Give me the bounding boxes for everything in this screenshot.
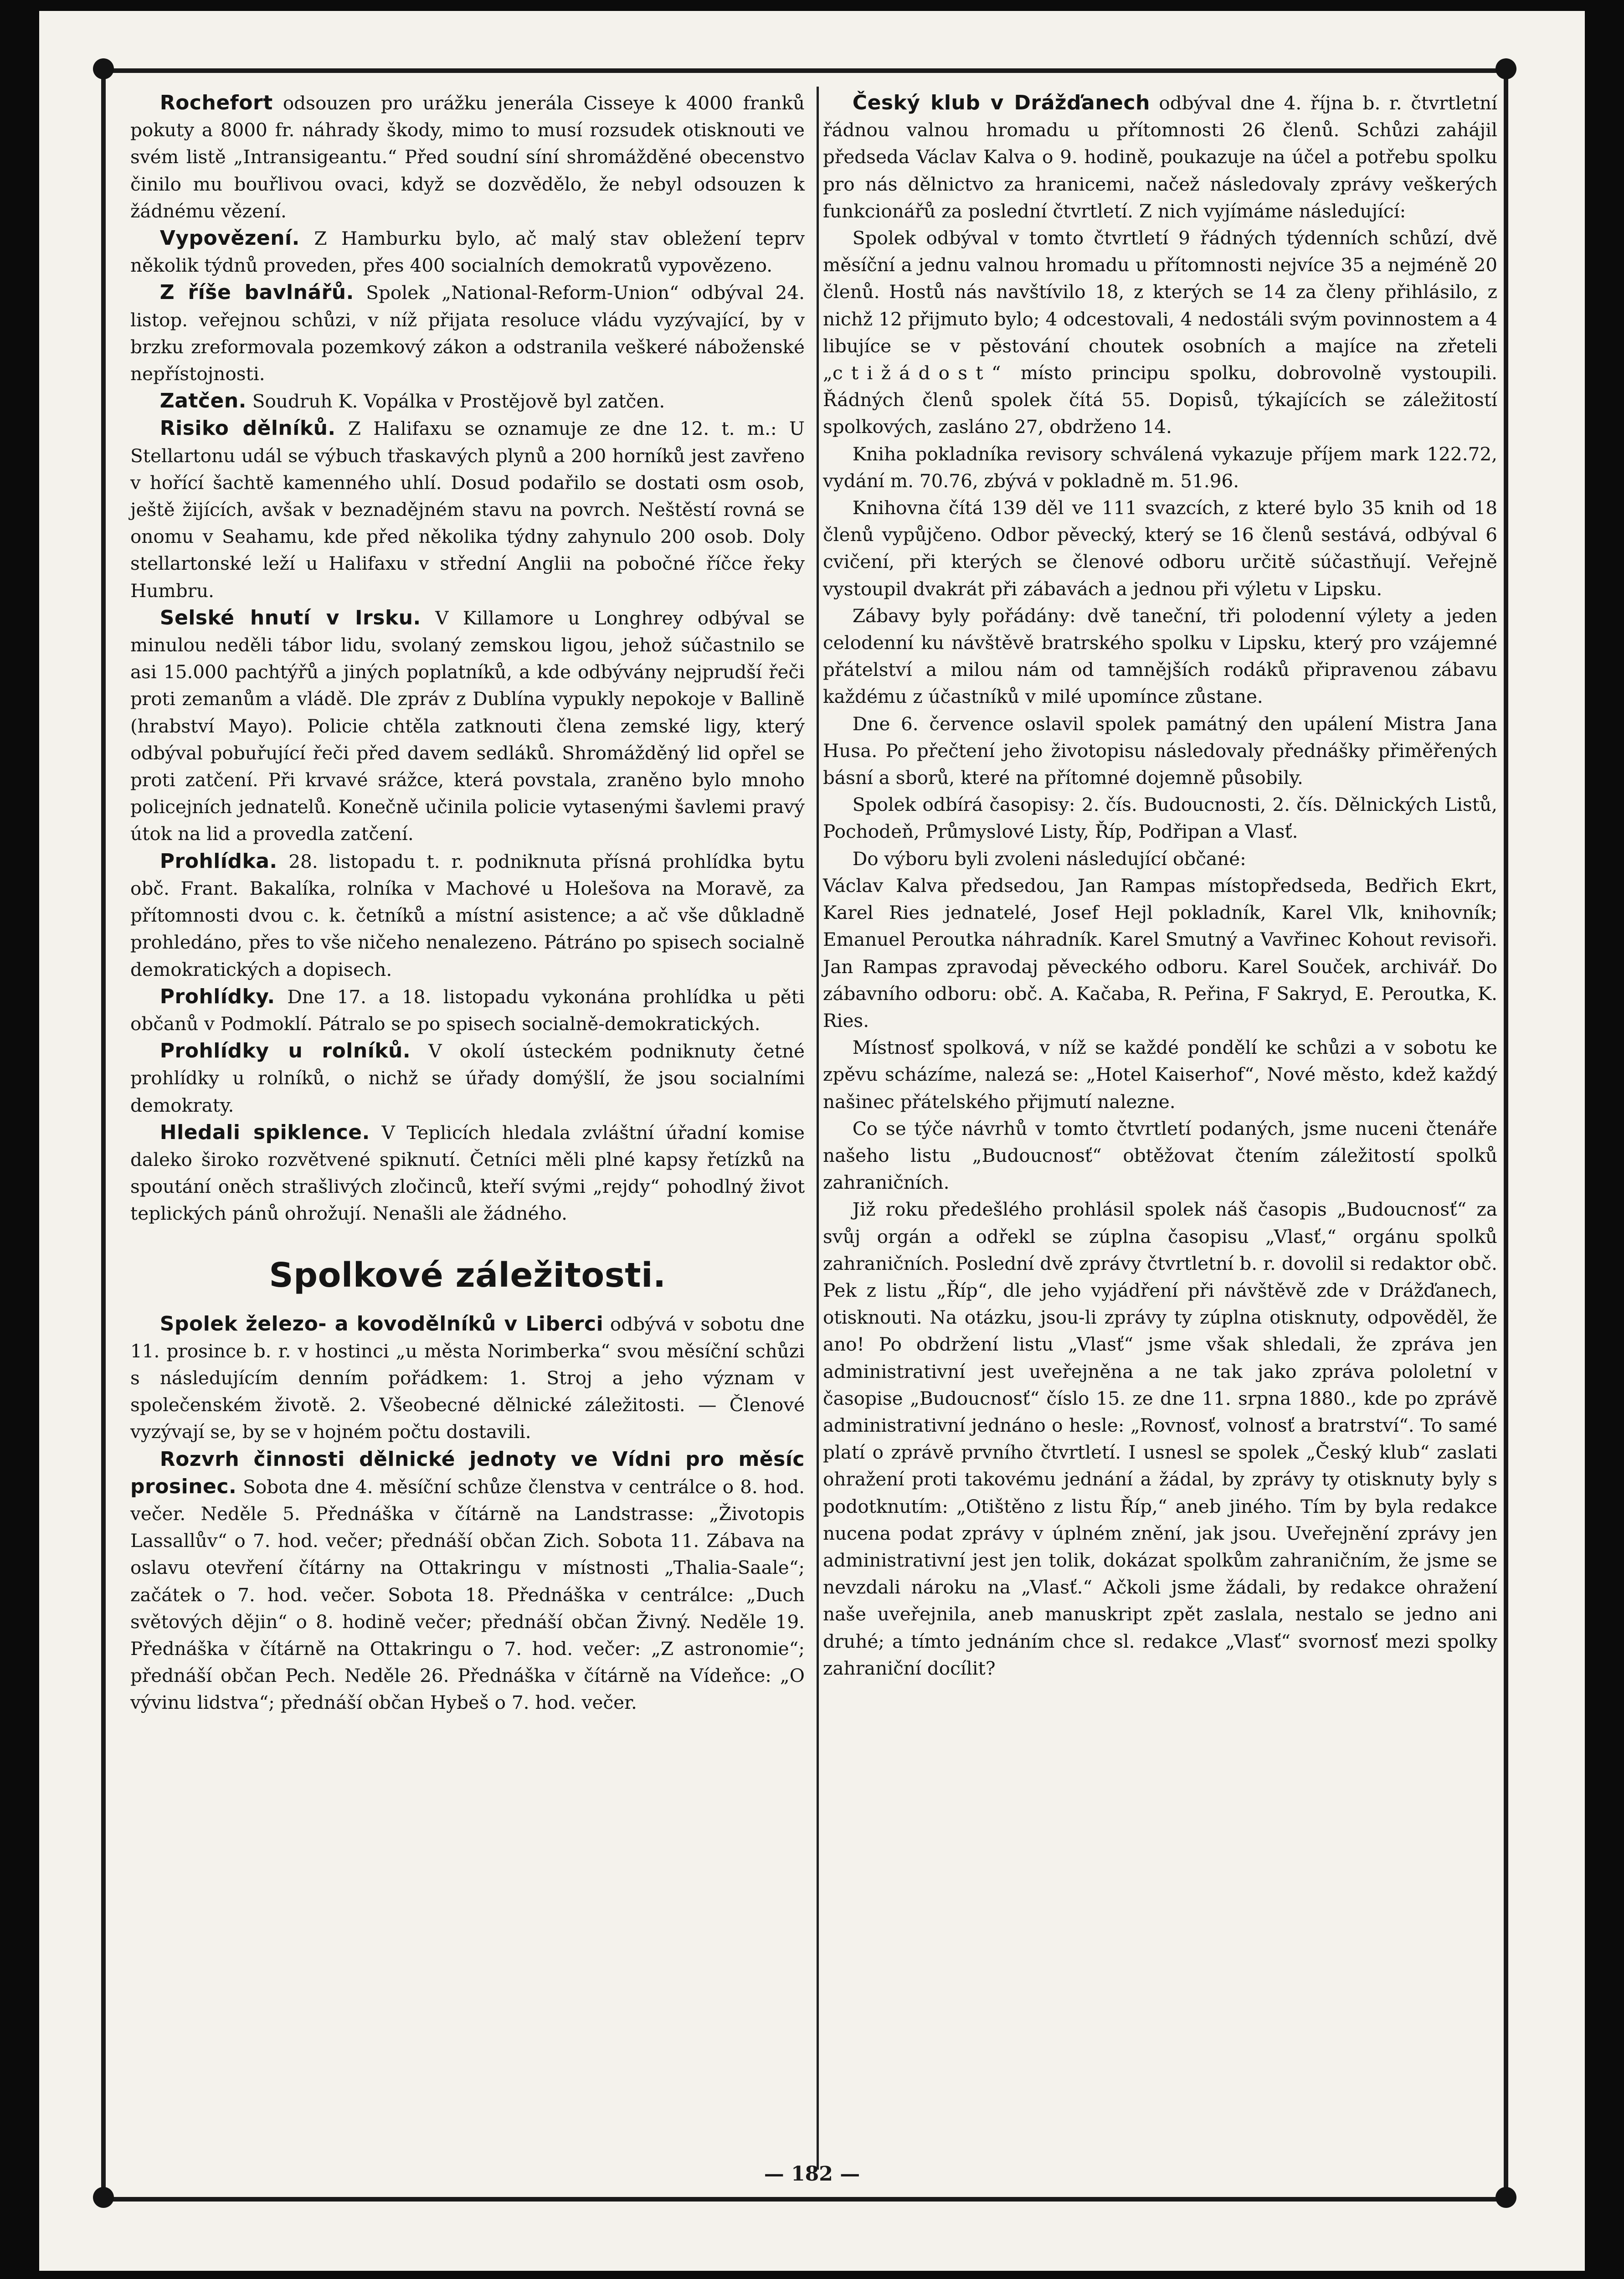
article-vypovezeni [130, 225, 805, 279]
article-lead: Hledali spiklence. [159, 1120, 370, 1144]
article-body: V okolí ústeckém podniknuty četné prohlídky u rolníků, o nichž se úřady domýšlí, že jsou socialními demokraty. [130, 1040, 805, 1116]
article-lead: Selské hnutí v Irsku. [159, 606, 421, 629]
article-body: odbývá v sobotu dne 11. prosince b. r. v hostinci „u města Norimberka“ svou měsíční schůzi s následujícím denním pořádkem: 1. Stroj a jeho význam v společenském životě. 2. Všeobecné dělnické záležitosti. — Členové vyzývají se, by se v hojném počtu dostavili. [130, 1313, 805, 1443]
article-body: Soudruh K. Vopálka v Prostějově byl zatčen. [246, 390, 665, 412]
article-lead: Prohlídka. [159, 849, 278, 873]
article-lead: Vypovězení. [159, 227, 300, 250]
article-lead: Prohlídky u rolníků. [159, 1039, 411, 1063]
paragraph-pokladna: Kniha pokladníka revisory schválená vykazuje příjem mark 122.72, vydání m. 70.76, zbývá v pokladně m. 51.96. [823, 443, 1497, 492]
article-lead: Z říše bavlnářů. [159, 281, 354, 304]
paragraph-vybor-jmena: Václav Kalva předsedou, Jan Rampas místopředseda, Bedřich Ekrt, Karel Ries jednatelé, Josef Hejl pokladník, Karel Vlk, knihovník; Emanuel Peroutka náhradník. Karel Smutný a Vavřinec Kohout revisoři. Jan Rampas zpravodaj pěveckého odboru. Karel Souček, archivář. Do zábavního odboru: obč. A. Kačaba, R. Peřina, F Sakryd, E. Peroutka, K. Ries. [823, 874, 1497, 1031]
right-column [823, 89, 1497, 1682]
article-body: Dne 17. a 18. listopadu vykonána prohlídka u pěti občanů v Podmoklí. Pátralo se po spisech socialně-demokratických. [130, 985, 805, 1035]
paragraph-vybor-intro: Do výboru byli zvoleni následující občané: [852, 847, 1246, 870]
frame-rule-bottom [105, 2197, 1504, 2202]
article-prohlidky [130, 983, 805, 1037]
article-lead: Rochefort [159, 91, 273, 114]
article-lead: Český klub v Drážďanech [852, 91, 1150, 114]
paragraph-casopisy: Spolek odbírá časopisy: 2. čís. Budoucnosti, 2. čís. Dělnických Listů, Pochodeň, Průmyslové Listy, Říp, Podřipan a Vlasť. [823, 794, 1497, 843]
article-lead: Risiko dělníků. [159, 417, 336, 440]
column-divider [817, 87, 819, 2170]
paragraph-vlast: Již roku předešlého prohlásil spolek náš časopis „Budoucnosť“ za svůj orgán a odřekl se zúplna časopisu „Vlasť,“ orgánu spolků zahraničních. Poslední dvě zprávy čtvrtletní b. r. dovolil si redaktor obč. Pek z listu „Říp“, dle jeho vyjádření při návštěvě zde v Drážďanech, otisknouti. Na otázku, jsou-li zprávy ty zúplna otisknuty, odpověděl, že ano! Po obdržení listu „Vlasť“ jsme však shledali, že zpráva jen administrativní jest uveřejněna a ne tak jako zpráva pololetní v časopise „Budoucnosť“ číslo 15. ze dne 11. srpna 1880., kde po zprávě administrativní jednáno o hesle: „Rovnosť, volnosť a bratrství“. To samé platí o zprávě prvního čtvrtletí. I usnesl se spolek „Český klub“ zaslati ohražení proti takovému jednání a žádal, by zprávy ty otisknuty byly s podotknutím: „Otištěno z listu Říp,“ aneb jiného. Tím by byla redakce nucena podat zprávy v úplném znění, jak jsou. Uveřejnění zprávy jen administrativní jest jen tolik, dokázat spolkům zahraničním, že jsme se nevzdali nároku na „Vlasť.“ Ačkoli jsme žádali, by redakce ohražení naše uveřejnila, aneb manuskript zpět zaslala, nestalo se jedno ani druhé; a tímto jednáním chce sl. redakce „Vlasť“ svornosť mezi spolky zahraniční docílit? [823, 1198, 1497, 1679]
page-number: — 182 — [764, 2162, 860, 2186]
article-body: Spolek „National-Reform-Union“ odbýval 24. listop. veřejnou schůzi, v níž přijata resoluce vládu vyzývající, by v brzku zreformovala pozemkový zákon a odstranila veškeré náboženské nepřístojnosti. [130, 282, 805, 385]
frame-rule-right [1504, 68, 1508, 2202]
article-prohlidky-u-rolniku [130, 1037, 805, 1119]
corner-ornament-bottom-left [93, 2187, 114, 2208]
article-lead: Zatčen. [159, 389, 247, 413]
left-column [130, 89, 805, 1717]
emphasis-ctizadost: ctižádost [832, 362, 992, 384]
article-body: Sobota dne 4. měsíční schůze členstva v centrálce o 8. hod. večer. Neděle 5. Přednáška v čítárně na Landstrasse: „Životopis Lassallův“ o 7. hod. večer; přednáší občan Zich. Sobota 11. Zábava na oslavu otevření čítárny na Ottakringu v místnosti „Thalia-Saale“; začátek o 7. hod. večer. Sobota 18. Přednáška v centrálce: „Duch světových dějin“ o 8. hodině večer; přednáší občan Živný. Neděle 19. Přednáška v čítárně na Ottakringu o 7. hod. večer: „Z astronomie“; přednáší občan Pech. Neděle 26. Přednáška v čítárně na Vídeňce: „O vývinu lidstva“; přednáší občan Hybeš o 7. hod. večer. [130, 1475, 805, 1714]
article-spolek-zelezo [130, 1310, 805, 1446]
paragraph-knihovna: Knihovna čítá 139 děl ve 111 svazcích, z které bylo 35 knih od 18 členů vypůjčeno. Odbor pěvecký, který se 16 členů sestává, odbýval 6 cvičení, při kterých se členové odboru určitě súčastňují. Veřejně vystoupil dvakrát při zábavách a jednou při výletu v Lipsku. [823, 497, 1497, 600]
article-body: 28. listopadu t. r. podniknuta přísná prohlídka bytu obč. Frant. Bakalíka, rolníka v Machové u Holešova na Moravě, za přítomnosti dvou c. k. četníků a místní asistence; a ač vše důkladně prohledáno, přes to vše ničeho nenalezeno. Pátráno po spisech socialně demokratických a dopisech. [130, 850, 805, 980]
paragraph-hus: Dne 6. července oslavil spolek památný den upálení Mistra Jana Husa. Po přečtení jeho životopisu následovaly přednášky přiměřených básní a sborů, které na přítomné dojemně působily. [823, 712, 1497, 789]
article-rozvrh-cinnosti [130, 1446, 805, 1717]
frame-rule-left [101, 68, 106, 2202]
article-body: odsouzen pro urážku jenerála Cisseye k 4000 franků pokuty a 8000 fr. náhrady škody, mimo to musí rozsudek otisknouti ve svém listě „Intransigeantu.“ Před soudní síní shromážděné obecenstvo činilo mu bouřlivou ovaci, když se dozvědělo, že nebyl odsouzen k žádnému vězení. [130, 92, 805, 222]
corner-ornament-bottom-right [1496, 2187, 1516, 2208]
article-body: Z Hamburku bylo, ač malý stav obležení teprv několik týdnů proveden, přes 400 socialních demokratů vypovězeno. [130, 227, 805, 277]
paragraph-text: Spolek odbýval v tomto čtvrtletí 9 řádných týdenních schůzí, dvě měsíční a jednu valnou hromadu u přítomnosti nejvíce 35 a nejméně 20 členů. Hostů nás navštívilo 18, z kterých se 14 za členy přihlásilo, z nichž 12 přijmuto bylo; 4 odcestovali, 4 nedostáli svým povinnostem a 4 libujíce se v pěstování choutek osobních a majíce na zřeteli „ [823, 227, 1497, 384]
frame-rule-top [105, 68, 1504, 73]
article-hledali-spiklence [130, 1119, 805, 1227]
article-cesky-klub [823, 89, 1497, 225]
article-selske-hnuti [130, 604, 805, 848]
paragraph-schuze [823, 225, 1497, 441]
article-body: V Teplicích hledala zvláštní úřadní komise daleko široko rozvětvené spiknutí. Četníci měli plné kapsy řetízků na spoutání oněch strašlivých zločinců, kteří svými „rejdy“ pohodlný život teplických pánů ohrožují. Nenašli ale žádného. [130, 1121, 805, 1225]
article-lead: Spolek železo- a kovodělníků v Liberci [159, 1312, 604, 1335]
corner-ornament-top-left [93, 58, 114, 79]
article-prohlidka [130, 848, 805, 983]
article-z-rise-bavlnaru [130, 279, 805, 387]
paragraph-zabavy: Zábavy byly pořádány: dvě taneční, tři polodenní výlety a jeden celodenní ku návštěvě bratrského spolku v Lipsku, který pro vzájemné přátelství a milou nám od tamnějších rodáků připravenou zábavu každému z účastníků v milé upomínce zůstane. [823, 604, 1497, 708]
corner-ornament-top-right [1496, 58, 1516, 79]
section-title-spolkove-zalezitosti: Spolkové záležitosti. [269, 1255, 666, 1295]
paragraph-mistnost: Místnosť spolková, v níž se každé pondělí ke schůzi a v sobotu ke zpěvu scházíme, nalezá se: „Hotel Kaiserhof“, Nové město, kdež každý našinec přátelského přijmutí nalezne. [823, 1036, 1497, 1113]
article-body: V Killamore u Longhrey odbýval se minulou neděli tábor lidu, svolaný zemskou ligou, jehož súčastnilo se asi 15.000 pachtýřů a jiných poplatníků, a kde odbývány nejprudší řeči proti zemanům a vládě. Dle zpráv z Dublína vypukly nepokoje v Ballině (hrabství Mayo). Policie chtěla zatknouti člena zemské ligy, který odbýval pobuřující řeči před davem sedláků. Shromážděný lid opřel se proti zatčení. Při krvavé srážce, která povstala, zraněno bylo mnoho policejních jednatelů. Konečně učinila policie vytasenými šavlemi pravý útok na lid a provedla zatčení. [130, 607, 805, 845]
article-risiko-delniku [130, 415, 805, 604]
article-zatcen [130, 387, 805, 415]
article-body: Z Halifaxu se oznamuje ze dne 12. t. m.: U Stellartonu udál se výbuch třaskavých plynů a 200 horníků jest zavřeno v hořící šachtě kamenného uhlí. Dosud podařilo se dostati osm osob, ještě žijících, avšak v beznadějném stavu na povrch. Neštěstí rovná se onomu v Seahamu, kde před několika týdny zahynulo 200 osob. Doly stellartonské leží u Halifaxu v střední Anglii na pobočné říčce řeky Humbru. [130, 418, 805, 602]
paragraph-navrhy: Co se týče návrhů v tomto čtvrtletí podaných, jsme nuceni čtenáře našeho listu „Budoucnosť“ obtěžovat čtením záležitostí spolků zahraničních. [823, 1117, 1497, 1194]
article-rochefort [130, 89, 805, 225]
article-lead: Prohlídky. [159, 985, 275, 1008]
article-lead: Rozvrh činnosti dělnické jednoty ve Vídni pro měsíc prosinec. [130, 1447, 805, 1498]
paragraph-text: “ místo principu spolku, dobrovolně vystoupili. Řádných členů spolek čítá 55. Dopisů, týkajících se záležitostí spolkových, zasláno 27, obdrženo 14. [823, 362, 1497, 438]
article-body: odbýval dne 4. října b. r. čtvrtletní řádnou valnou hromadu u přítomnosti 26 členů. Schůzi zahájil předseda Václav Kalva o 9. hodině, poukazuje na účel a potřebu spolku pro nás dělnictvo za hranicemi, načež následovaly zprávy veškerých funkcionářů za poslední čtvrtletí. Z nich vyjímáme následující: [823, 92, 1498, 222]
